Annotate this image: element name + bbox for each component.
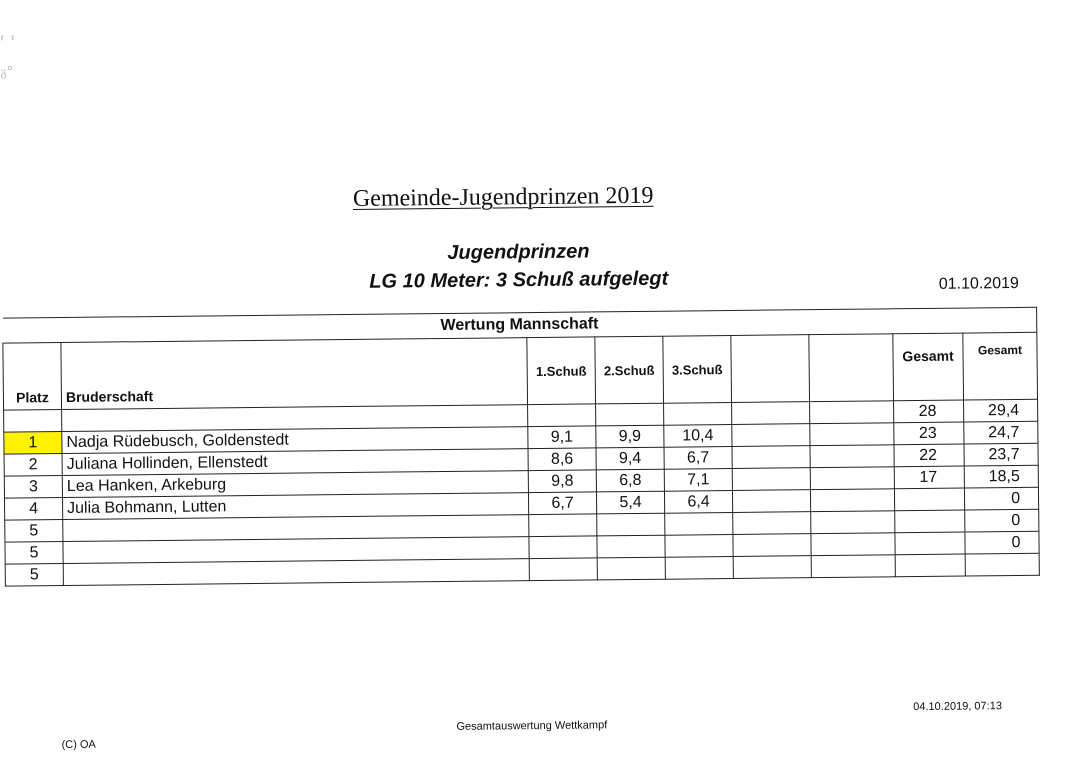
shot-2-cell [597, 535, 665, 558]
gesamt-2-cell: 0 [964, 487, 1038, 510]
gesamt-cell [895, 554, 965, 577]
name-cell: Julia Bohmann, Lutten [62, 493, 528, 520]
empty-cell [811, 511, 895, 534]
shot-1-cell: 9,8 [528, 470, 596, 493]
subtitle-line-2: LG 10 Meter: 3 Schuß aufgelegt [369, 267, 669, 293]
shot-1-cell [529, 514, 597, 537]
shot-1-cell: 8,6 [528, 448, 596, 471]
footer-copyright: (C) OA [61, 738, 96, 752]
shot-2-cell: 9,9 [596, 425, 664, 448]
shot-2-cell: 5,4 [596, 491, 664, 514]
document-title: Gemeinde-Jugendprinzen 2019 [352, 182, 654, 212]
gesamt-cell: 17 [894, 466, 964, 489]
gesamt-2-cell: 18,5 [964, 465, 1038, 488]
empty-cell [810, 467, 894, 490]
header-gesamt: Gesamt [893, 333, 964, 401]
shot-1-cell [529, 558, 597, 581]
empty-cell [810, 489, 894, 512]
table-header-row [3, 332, 1038, 410]
shot-2-cell [597, 513, 665, 536]
gesamt-2-cell: 23,7 [964, 443, 1038, 466]
platz-cell: 5 [5, 564, 63, 587]
shot-1-cell: 9,1 [528, 426, 596, 449]
platz-cell [4, 410, 62, 433]
empty-cell [733, 556, 811, 579]
header-shot-2: 2.Schuß [595, 336, 664, 404]
empty-cell [811, 533, 895, 556]
platz-cell: 5 [5, 520, 63, 543]
shot-3-cell [665, 556, 733, 579]
platz-cell: 1 [4, 432, 62, 455]
footer-timestamp: 04.10.2019, 07:13 [913, 700, 1002, 714]
header-gesamt-2: Gesamt [963, 332, 1038, 400]
header-bruderschaft: Bruderschaft [61, 338, 528, 410]
gesamt-cell: 22 [894, 444, 964, 467]
footer-report-name: Gesamtauswertung Wettkampf [456, 719, 608, 733]
empty-cell [811, 555, 895, 578]
gesamt-2-cell: 29,4 [964, 399, 1038, 422]
shot-2-cell [596, 403, 664, 426]
document-subtitle [298, 236, 739, 297]
shot-2-cell [597, 557, 665, 580]
shot-3-cell [665, 512, 733, 535]
name-cell: Nadja Rüdebusch, Goldenstedt [62, 427, 528, 454]
shot-3-cell: 7,1 [664, 468, 732, 491]
gesamt-cell: 23 [894, 422, 964, 445]
empty-cell [810, 423, 894, 446]
document-date: 01.10.2019 [938, 274, 1019, 293]
header-shot-3: 3.Schuß [663, 335, 732, 403]
empty-cell [732, 402, 810, 425]
name-cell [63, 559, 529, 586]
shot-2-cell: 9,4 [596, 447, 664, 470]
empty-cell [733, 512, 811, 535]
gesamt-2-cell: 0 [965, 531, 1039, 554]
shot-1-cell [528, 404, 596, 427]
shot-1-cell: 6,7 [528, 492, 596, 515]
band-title: Wertung Mannschaft [3, 307, 1037, 343]
platz-cell: 3 [4, 476, 62, 499]
header-platz: Platz [3, 343, 62, 411]
name-cell: Juliana Hollinden, Ellenstedt [62, 449, 528, 476]
gesamt-cell [894, 488, 964, 511]
empty-cell [810, 445, 894, 468]
shot-3-cell: 6,7 [664, 446, 732, 469]
gesamt-2-cell [965, 553, 1039, 576]
header-shot-1: 1.Schuß [527, 337, 596, 405]
table-body [4, 399, 1040, 586]
empty-cell [732, 424, 810, 447]
margin-scribble: ⸢ ⸣ ᵹ° [0, 34, 15, 80]
shot-3-cell [664, 402, 732, 425]
name-cell: Lea Hanken, Arkeburg [62, 471, 528, 498]
empty-cell [732, 490, 810, 513]
empty-cell [732, 446, 810, 469]
shot-3-cell: 6,4 [664, 490, 732, 513]
gesamt-cell [895, 510, 965, 533]
platz-cell: 4 [4, 498, 62, 521]
subtitle-line-1: Jugendprinzen [447, 240, 590, 264]
gesamt-2-cell: 24,7 [964, 421, 1038, 444]
platz-cell: 5 [5, 542, 63, 565]
empty-cell [733, 534, 811, 557]
shot-3-cell: 10,4 [664, 424, 732, 447]
gesamt-cell [895, 532, 965, 555]
results-table [2, 307, 1040, 587]
empty-cell [732, 468, 810, 491]
shot-3-cell [665, 534, 733, 557]
empty-cell [810, 401, 894, 424]
header-empty-1 [731, 335, 810, 403]
gesamt-cell: 28 [894, 400, 964, 423]
shot-1-cell [529, 536, 597, 559]
gesamt-2-cell: 0 [965, 509, 1039, 532]
shot-2-cell: 6,8 [596, 469, 664, 492]
header-empty-2 [809, 334, 894, 402]
platz-cell: 2 [4, 454, 62, 477]
